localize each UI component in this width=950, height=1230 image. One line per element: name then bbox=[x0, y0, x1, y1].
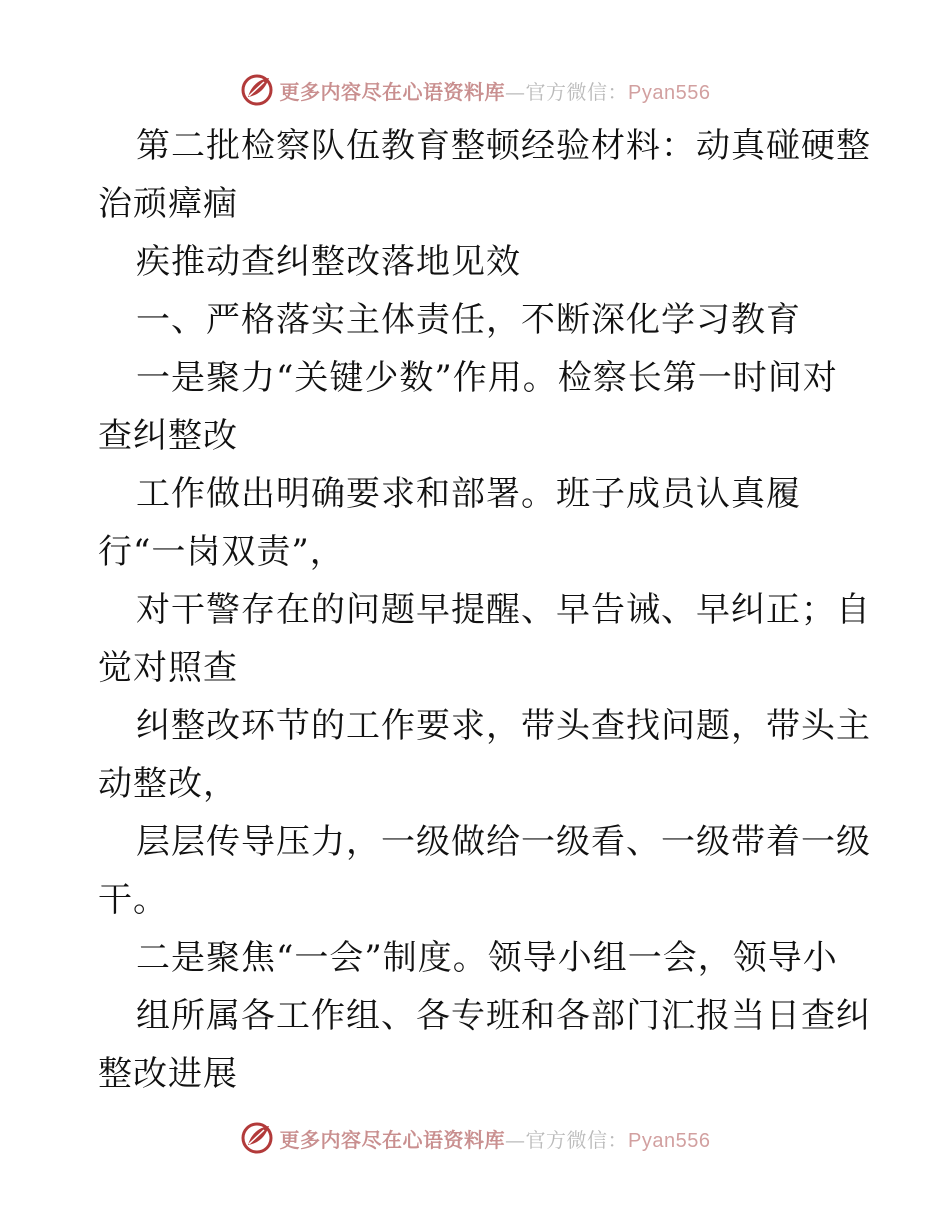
watermark-wechat-label: 官方微信： bbox=[525, 79, 629, 104]
paragraph-line: 干。 bbox=[98, 880, 168, 920]
watermark-wechat-id: Pyan556 bbox=[628, 1129, 711, 1152]
watermark-separator: — bbox=[505, 79, 526, 104]
header-watermark bbox=[0, 70, 950, 110]
paragraph-line: 对干警存在的问题早提醒、早告诫、早纠正；自 bbox=[136, 590, 871, 630]
paragraph-line: 整改进展 bbox=[98, 1054, 238, 1094]
watermark-main-text: 更多内容尽在心语资料库 bbox=[279, 79, 506, 104]
subtitle-line: 疾推动查纠整改落地见效 bbox=[136, 242, 521, 282]
title-line-2: 治顽瘴痼 bbox=[98, 184, 238, 224]
watermark-wechat-id: Pyan556 bbox=[628, 81, 711, 104]
leaf-logo-icon bbox=[240, 73, 274, 107]
watermark-separator: — bbox=[505, 1127, 526, 1152]
paragraph-line: 动整改， bbox=[98, 764, 238, 804]
document-body bbox=[98, 117, 871, 1103]
paragraph-line: 组所属各工作组、各专班和各部门汇报当日查纠 bbox=[136, 996, 871, 1036]
watermark-text bbox=[280, 76, 711, 105]
watermark-wechat-label: 官方微信： bbox=[525, 1127, 629, 1152]
paragraph-line: 工作做出明确要求和部署。班子成员认真履 bbox=[136, 474, 801, 514]
section-heading: 一、严格落实主体责任，不断深化学习教育 bbox=[136, 300, 801, 340]
paragraph-line: 二是聚焦“一会”制度。领导小组一会，领导小 bbox=[136, 938, 838, 978]
paragraph-line: 层层传导压力，一级做给一级看、一级带着一级 bbox=[136, 822, 871, 862]
paragraph-line: 觉对照查 bbox=[98, 648, 238, 688]
title-line-1: 第二批检察队伍教育整顿经验材料：动真碰硬整 bbox=[136, 126, 871, 166]
paragraph-line: 一是聚力“关键少数”作用。检察长第一时间对 bbox=[136, 358, 838, 398]
watermark-text bbox=[280, 1124, 711, 1153]
watermark-main-text: 更多内容尽在心语资料库 bbox=[279, 1127, 506, 1152]
paragraph-line: 纠整改环节的工作要求，带头查找问题，带头主 bbox=[136, 706, 871, 746]
paragraph-line: 行“一岗双责”， bbox=[98, 532, 345, 572]
leaf-logo-icon bbox=[240, 1121, 274, 1155]
footer-watermark bbox=[0, 1118, 950, 1158]
paragraph-line: 查纠整改 bbox=[98, 416, 238, 456]
